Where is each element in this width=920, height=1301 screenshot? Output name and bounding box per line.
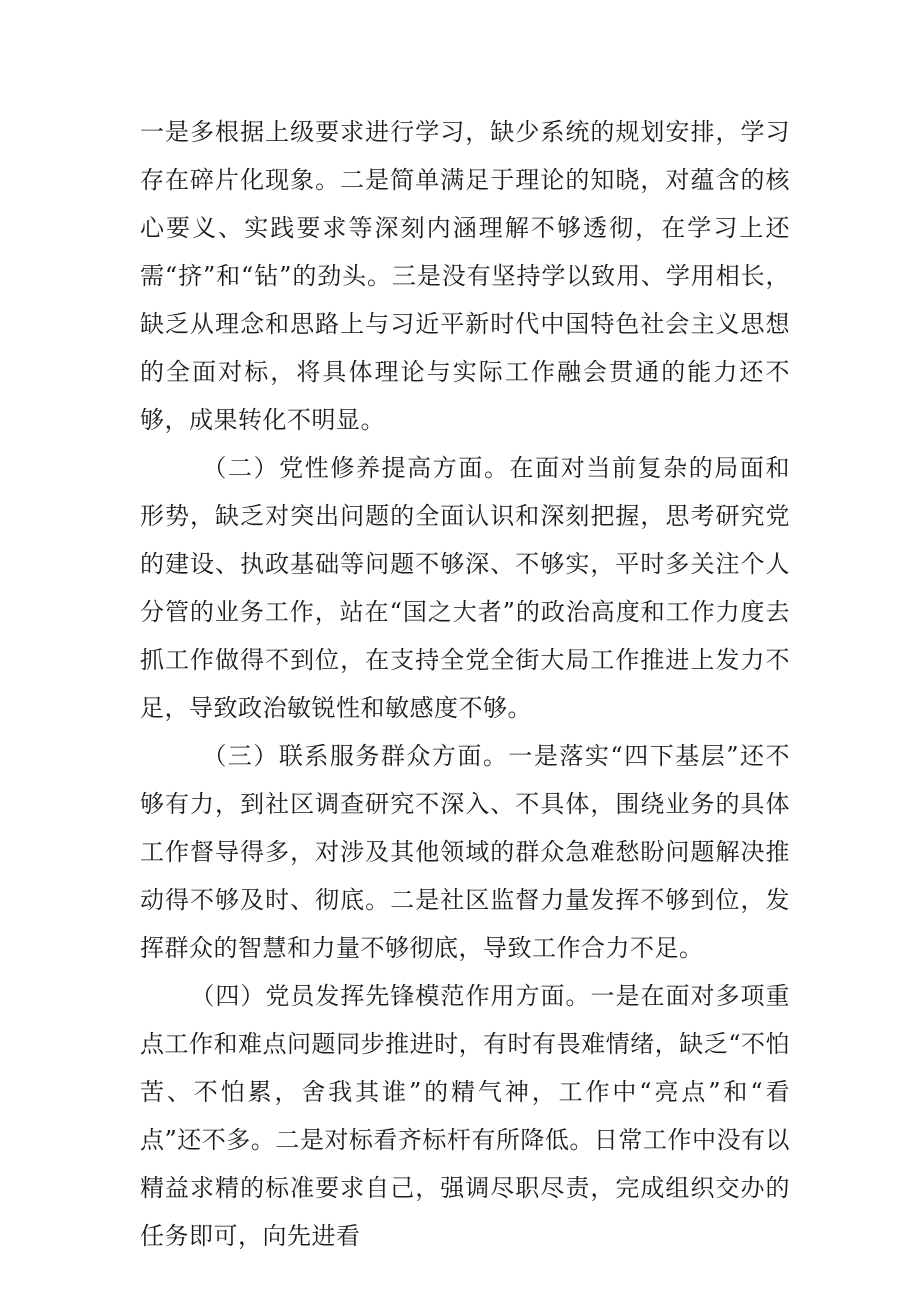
paragraph-party-spirit: （二）党性修养提高方面。在面对当前复杂的局面和形势，缺乏对突出问题的全面认识和深刻把握，思考研究党的建设、执政基础等问题不够深、不够实，平时多关注个人分管的业务工作，站在“国之大者”的政治高度和工作力度去抓工作做得不到位，在支持全党全街大局工作推进上发力不足，导致政治敏锐性和敏感度不够。	[140, 454, 790, 722]
paragraph-study-issues: 一是多根据上级要求进行学习，缺少系统的规划安排，学习存在碎片化现象。二是简单满足于理论的知晓，对蕴含的核心要义、实践要求等深刻内涵理解不够透彻，在学习上还需“挤”和“钻”的劲头。三是没有坚持学以致用、学用相长，缺乏从理念和思路上与习近平新时代中国特色社会主义思想的全面对标，将具体理论与实际工作融会贯通的能力还不够，成果转化不明显。	[140, 118, 790, 434]
paragraph-vanguard-role: （四）党员发挥先锋模范作用方面。一是在面对多项重点工作和难点问题同步推进时，有时有畏难情绪，缺乏“不怕苦、不怕累，舍我其谁”的精气神，工作中“亮点”和“看点”还不多。二是对标看齐标杆有所降低。日常工作中没有以精益求精的标准要求自己，强调尽职尽责，完成组织交办的任务即可，向先进看	[140, 982, 790, 1250]
paragraph-serving-masses: （三）联系服务群众方面。一是落实“四下基层”还不够有力，到社区调查研究不深入、不具体，围绕业务的具体工作督导得多，对涉及其他领域的群众急难愁盼问题解决推动得不够及时、彻底。二是社区监督力量发挥不够到位，发挥群众的智慧和力量不够彻底，导致工作合力不足。	[140, 742, 790, 962]
document-body	[140, 108, 790, 1260]
